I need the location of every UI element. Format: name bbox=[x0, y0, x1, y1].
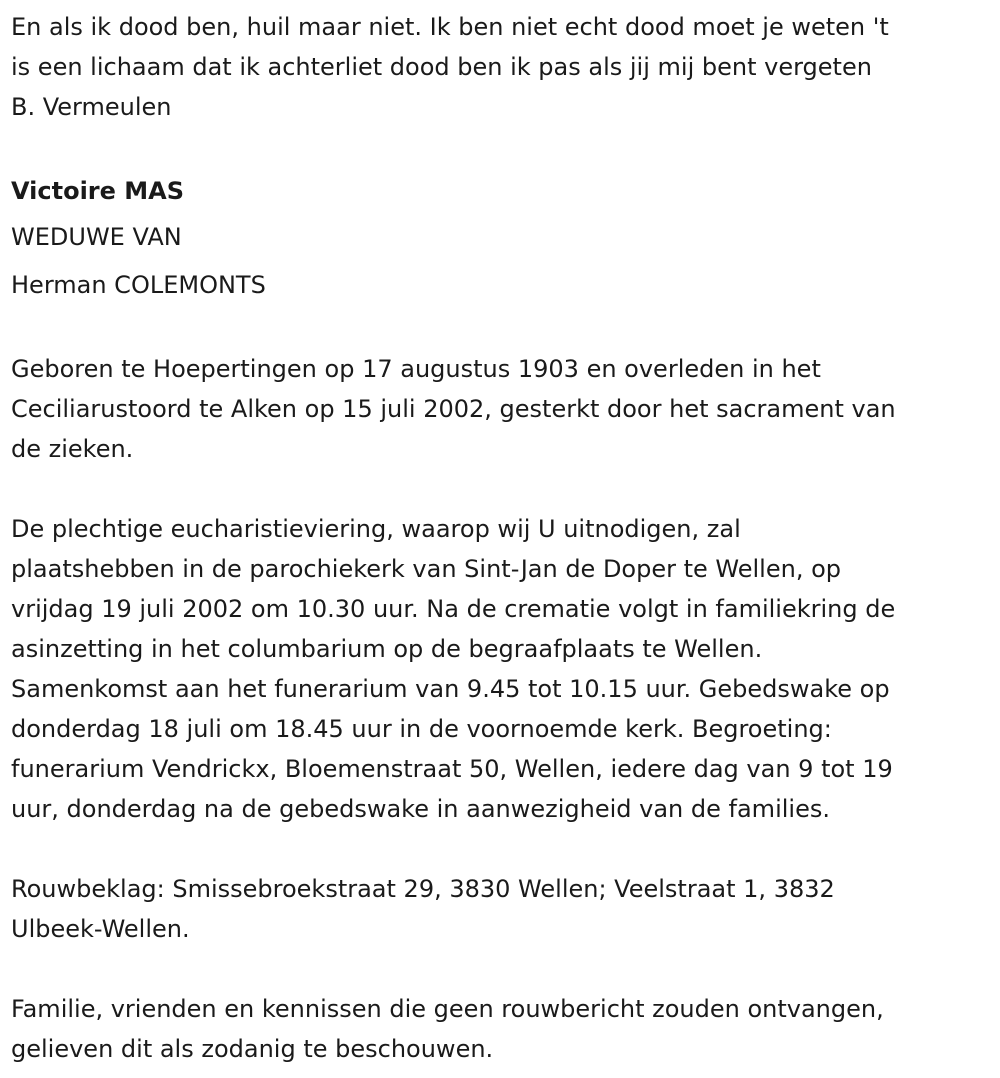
paragraph-line: donderdag 18 juli om 18.45 uur in de voornoemde kerk. Begroeting: bbox=[11, 715, 832, 743]
spacer bbox=[11, 829, 994, 869]
spacer bbox=[11, 127, 994, 167]
spacer bbox=[11, 949, 994, 989]
paragraph-line: asinzetting in het columbarium op de begraafplaats te Wellen. bbox=[11, 635, 763, 663]
paragraph-line: Geboren te Hoepertingen op 17 augustus 1903 en overleden in het bbox=[11, 355, 821, 383]
spacer bbox=[11, 469, 994, 509]
notice-paragraph bbox=[11, 989, 994, 1069]
paragraph-line: De plechtige eucharistieviering, waarop wij U uitnodigen, zal bbox=[11, 515, 741, 543]
birth-death-paragraph bbox=[11, 349, 994, 469]
paragraph-line: funerarium Vendrickx, Bloemenstraat 50, Wellen, iedere dag van 9 tot 19 bbox=[11, 755, 893, 783]
paragraph-line: plaatshebben in de parochiekerk van Sint-Jan de Doper te Wellen, op bbox=[11, 555, 841, 583]
paragraph-line: Rouwbeklag: Smissebroekstraat 29, 3830 Wellen; Veelstraat 1, 3832 bbox=[11, 875, 835, 903]
poem-line: En als ik dood ben, huil maar niet. Ik ben niet echt dood moet je weten 't bbox=[11, 13, 889, 41]
deceased-block bbox=[11, 169, 994, 309]
paragraph-line: Familie, vrienden en kennissen die geen rouwbericht zouden ontvangen, bbox=[11, 995, 884, 1023]
relation-label: WEDUWE VAN bbox=[11, 223, 182, 251]
paragraph-line: Ulbeek-Wellen. bbox=[11, 915, 190, 943]
paragraph-line: Samenkomst aan het funerarium van 9.45 tot 10.15 uur. Gebedswake op bbox=[11, 675, 890, 703]
poem-author: B. Vermeulen bbox=[11, 93, 172, 121]
ceremony-paragraph bbox=[11, 509, 994, 829]
paragraph-line: Ceciliarustoord te Alken op 15 juli 2002, gesterkt door het sacrament van bbox=[11, 395, 896, 423]
paragraph-line: vrijdag 19 juli 2002 om 10.30 uur. Na de crematie volgt in familiekring de bbox=[11, 595, 896, 623]
paragraph-line: de zieken. bbox=[11, 435, 134, 463]
spacer bbox=[11, 309, 994, 349]
deceased-name: Victoire MAS bbox=[11, 177, 185, 205]
paragraph-line: gelieven dit als zodanig te beschouwen. bbox=[11, 1035, 494, 1063]
spouse-name: Herman COLEMONTS bbox=[11, 271, 266, 299]
poem-block bbox=[11, 7, 994, 127]
poem-line: is een lichaam dat ik achterliet dood ben ik pas als jij mij bent vergeten bbox=[11, 53, 872, 81]
condolence-paragraph bbox=[11, 869, 994, 949]
paragraph-line: uur, donderdag na de gebedswake in aanwezigheid van de families. bbox=[11, 795, 830, 823]
